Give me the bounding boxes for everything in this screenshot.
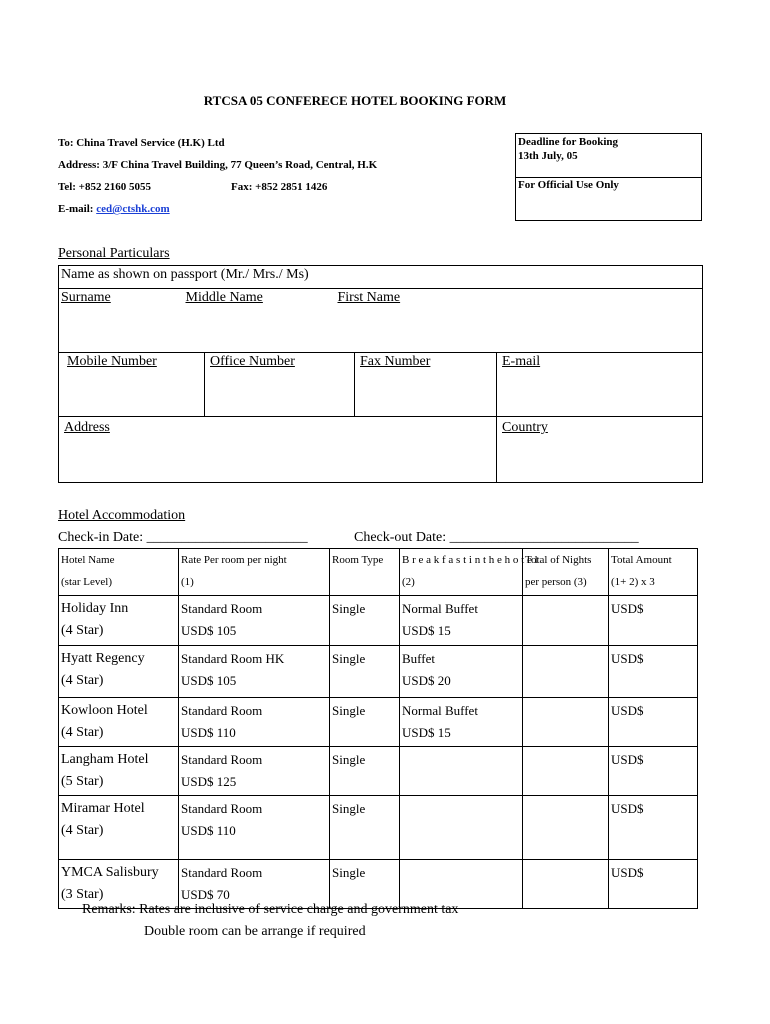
col-total bbox=[609, 549, 698, 596]
mobile-field[interactable] bbox=[59, 353, 205, 417]
cell-text: Standard Room bbox=[181, 801, 263, 816]
cell-text: Standard Room bbox=[181, 752, 263, 767]
checkout-date[interactable]: Check-out Date: ___________________________ bbox=[354, 530, 639, 545]
cell-text: Hyatt Regency bbox=[61, 651, 145, 666]
cell-text: B r e a k f a s t i n t h e h o t e l bbox=[402, 554, 538, 566]
cell-text: (4 Star) bbox=[61, 823, 104, 838]
cell-text: USD$ 15 bbox=[402, 623, 451, 638]
cell-text: USD$ 110 bbox=[181, 823, 236, 838]
fax-label: Fax Number bbox=[360, 354, 431, 369]
cell-text: (4 Star) bbox=[61, 673, 104, 688]
cell-text: USD$ 15 bbox=[402, 725, 451, 740]
cell-text: USD$ 105 bbox=[181, 623, 237, 638]
breakfast bbox=[400, 596, 523, 646]
surname-label: Surname bbox=[61, 290, 111, 305]
cell-text: (5 Star) bbox=[61, 774, 104, 789]
remarks-line-1: Remarks: Rates are inclusive of service charge and government tax bbox=[82, 902, 459, 917]
col-hotel-name bbox=[59, 549, 179, 596]
cell-text: Normal Buffet bbox=[402, 601, 478, 616]
cell-text: Total of Nights bbox=[525, 554, 592, 566]
email-field-label: E-mail bbox=[502, 354, 541, 369]
cell-text: Kowloon Hotel bbox=[61, 703, 148, 718]
remarks-line-2: Double room can be arrange if required bbox=[144, 924, 366, 939]
breakfast bbox=[400, 646, 523, 698]
cell-text: (star Level) bbox=[61, 576, 112, 588]
hotel-table-header bbox=[59, 549, 698, 596]
breakfast bbox=[400, 747, 523, 796]
checkin-date[interactable]: Check-in Date: _______________________ bbox=[58, 530, 308, 545]
cell-text: Miramar Hotel bbox=[61, 801, 145, 816]
cell-text: Standard Room bbox=[181, 865, 263, 880]
hotel-rate bbox=[179, 796, 330, 860]
email-link[interactable]: ced@ctshk.com bbox=[96, 203, 170, 215]
nights-input[interactable] bbox=[523, 646, 609, 698]
telephone: Tel: +852 2160 5055 bbox=[58, 181, 151, 193]
deadline-label: Deadline for Booking bbox=[518, 136, 619, 148]
room-type: Single bbox=[330, 596, 400, 646]
room-type: Single bbox=[330, 747, 400, 796]
country-field[interactable] bbox=[497, 417, 703, 483]
cell-text: USD$ 20 bbox=[402, 673, 451, 688]
total-amount[interactable]: USD$ bbox=[609, 698, 698, 747]
email-label: E-mail: bbox=[58, 203, 97, 215]
remarks bbox=[82, 899, 458, 943]
room-type: Single bbox=[330, 646, 400, 698]
official-use-label: For Official Use Only bbox=[518, 179, 619, 191]
total-amount[interactable]: USD$ bbox=[609, 860, 698, 909]
hotel-table bbox=[58, 548, 698, 909]
deadline-date: 13th July, 05 bbox=[518, 150, 578, 162]
col-breakfast bbox=[400, 549, 538, 596]
table-row bbox=[59, 796, 698, 860]
table-row bbox=[59, 698, 698, 747]
personal-particulars-heading: Personal Particulars bbox=[58, 246, 170, 261]
table-row bbox=[59, 596, 698, 646]
col-room-type bbox=[330, 549, 400, 596]
middle-name-label: Middle Name bbox=[185, 290, 263, 305]
cell-text: Buffet bbox=[402, 651, 435, 666]
passport-name-label: Name as shown on passport (Mr./ Mrs./ Ms) bbox=[59, 266, 703, 289]
name-field[interactable] bbox=[59, 289, 703, 353]
col-rate bbox=[179, 549, 330, 596]
cell-text: (1) bbox=[181, 576, 194, 588]
breakfast bbox=[400, 698, 523, 747]
cell-text: Room Type bbox=[332, 554, 384, 566]
deadline-section bbox=[516, 134, 701, 178]
cell-text: Hotel Name bbox=[61, 554, 115, 566]
cell-text: YMCA Salisbury bbox=[61, 865, 159, 880]
room-type: Single bbox=[330, 860, 400, 909]
col-nights bbox=[523, 549, 609, 596]
hotel-name bbox=[59, 646, 179, 698]
cell-text: USD$ 125 bbox=[181, 774, 237, 789]
table-row bbox=[59, 646, 698, 698]
country-label: Country bbox=[502, 420, 548, 435]
mobile-label: Mobile Number bbox=[67, 354, 157, 369]
cell-text: Holiday Inn bbox=[61, 601, 129, 616]
cell-text: (1+ 2) x 3 bbox=[611, 576, 655, 588]
email-line bbox=[58, 203, 170, 215]
office-label: Office Number bbox=[210, 354, 295, 369]
hotel-rate bbox=[179, 747, 330, 796]
first-name-label: First Name bbox=[337, 290, 401, 305]
cell-text: Rate Per room per night bbox=[181, 554, 287, 566]
hotel-name bbox=[59, 596, 179, 646]
cell-text: (4 Star) bbox=[61, 725, 104, 740]
total-amount[interactable]: USD$ bbox=[609, 646, 698, 698]
nights-input[interactable] bbox=[523, 698, 609, 747]
office-field[interactable] bbox=[205, 353, 355, 417]
table-row bbox=[59, 747, 698, 796]
room-type: Single bbox=[330, 698, 400, 747]
hotel-name bbox=[59, 796, 179, 860]
cell-text: Normal Buffet bbox=[402, 703, 478, 718]
cell-text: USD$ 70 bbox=[181, 887, 230, 902]
fax-field[interactable] bbox=[355, 353, 497, 417]
room-type: Single bbox=[330, 796, 400, 860]
hotel-rate bbox=[179, 698, 330, 747]
hotel-rate bbox=[179, 646, 330, 698]
hotel-name bbox=[59, 747, 179, 796]
personal-particulars-table bbox=[58, 265, 703, 483]
email-field[interactable] bbox=[497, 353, 703, 417]
cell-text: (2) bbox=[402, 576, 415, 588]
fax: Fax: +852 2851 1426 bbox=[231, 181, 328, 193]
address-field[interactable] bbox=[59, 417, 497, 483]
nights-input[interactable] bbox=[523, 596, 609, 646]
nights-input[interactable] bbox=[523, 747, 609, 796]
nights-input[interactable] bbox=[523, 860, 609, 909]
cell-text: Standard Room bbox=[181, 601, 263, 616]
total-amount[interactable]: USD$ bbox=[609, 796, 698, 860]
deadline-box bbox=[515, 133, 702, 221]
hotel-name bbox=[59, 698, 179, 747]
recipient: To: China Travel Service (H.K) Ltd bbox=[58, 137, 225, 149]
breakfast bbox=[400, 796, 523, 860]
cell-text: Total Amount bbox=[611, 554, 672, 566]
address-label: Address bbox=[64, 420, 110, 435]
cell-text: Standard Room bbox=[181, 703, 263, 718]
cell-text: Standard Room HK bbox=[181, 651, 285, 666]
form-title: RTCSA 05 CONFERECE HOTEL BOOKING FORM bbox=[203, 93, 507, 108]
recipient-address: Address: 3/F China Travel Building, 77 Queen’s Road, Central, H.K bbox=[58, 159, 378, 171]
cell-text: (3 Star) bbox=[61, 887, 104, 902]
cell-text: USD$ 105 bbox=[181, 673, 237, 688]
cell-text: (4 Star) bbox=[61, 623, 104, 638]
cell-text: Langham Hotel bbox=[61, 752, 149, 767]
cell-text: per person (3) bbox=[525, 576, 587, 588]
total-amount[interactable]: USD$ bbox=[609, 596, 698, 646]
hotel-rate bbox=[179, 596, 330, 646]
hotel-accommodation-heading: Hotel Accommodation bbox=[58, 508, 186, 523]
total-amount[interactable]: USD$ bbox=[609, 747, 698, 796]
nights-input[interactable] bbox=[523, 796, 609, 860]
cell-text: USD$ 110 bbox=[181, 725, 236, 740]
